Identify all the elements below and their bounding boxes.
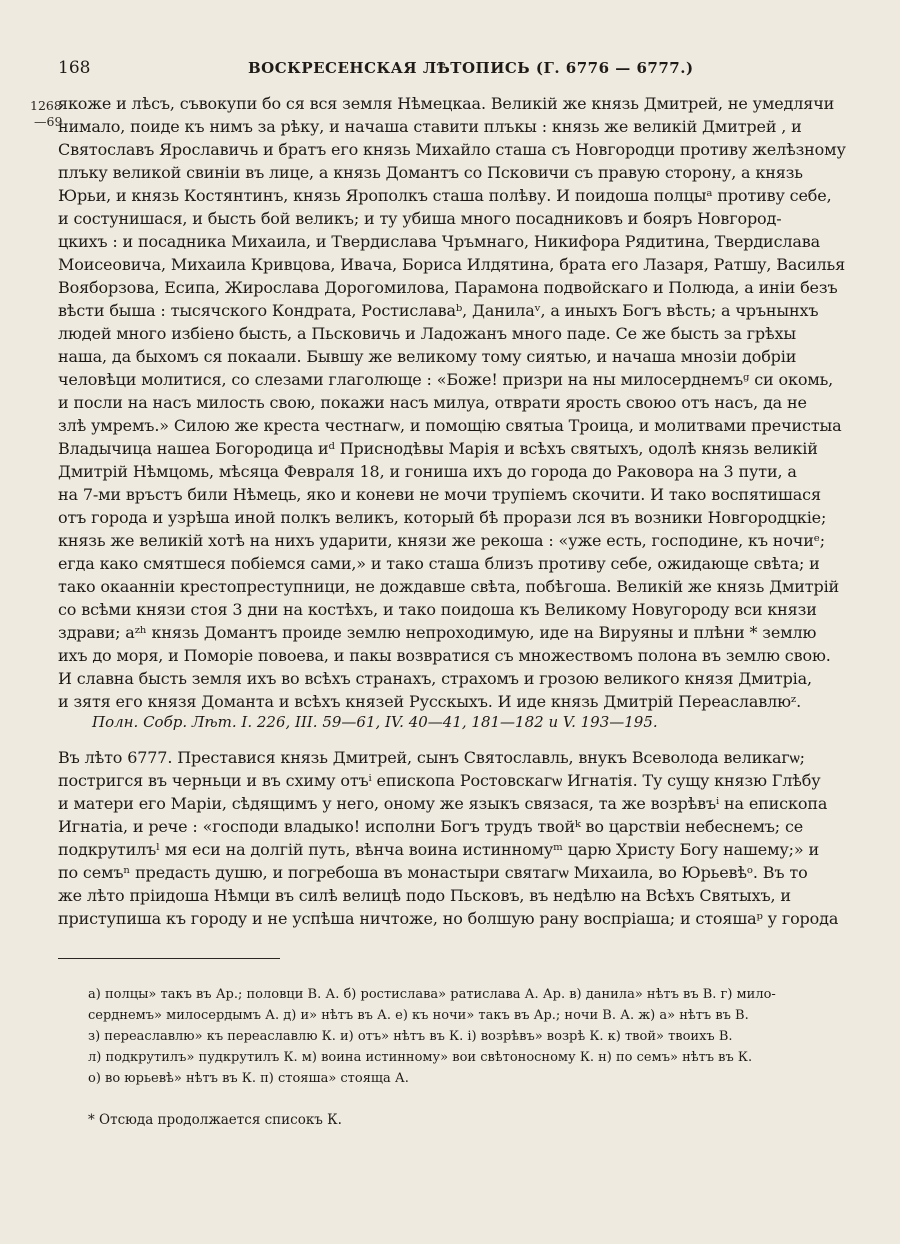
text-line: постригся въ черньци и въ схиму отъⁱ епископа Ростовскагѡ Игнатія. Ту сущу князю Глѣбу xyxy=(58,771,821,790)
footnote-line: л) подкрутилъ» пудкрутилъ К. м) воина истинному» вои свѣтоносному К. н) по семъ» нѣтъ въ К. xyxy=(88,1050,753,1065)
text-line: и зятя его князя Доманта и всѣхъ князей Русскыхъ. И иде князь Дмитрій Переаславлюᶻ. xyxy=(58,692,802,711)
text-line: и матери его Маріи, сѣдящимъ у него, оному же языкъ связася, та же возрѣвъⁱ на епископа xyxy=(58,794,828,813)
text-line: же лѣто пріидоша Нѣмци въ силѣ велицѣ подо Пьсковъ, въ недѣлю на Всѣхъ Святыхъ, и xyxy=(58,886,791,905)
text-line: тако окаанніи крестопреступници, не дождавше свѣта, побѣгоша. Великій же князь Дмитрій xyxy=(58,577,840,596)
text-line: егда како смятшеся побіемся сами,» и тако сташа близъ противу себе, ожидающе свѣта; и xyxy=(58,554,820,573)
footnote-line: з) переаславлю» къ переаславлю К. и) отъ» нѣтъ въ К. і) возрѣвъ» возрѣ К. к) твой» твоихъ В. xyxy=(88,1029,733,1044)
footnote-divider xyxy=(58,958,280,959)
text-line: и состунишася, и бысть бой великъ; и ту убиша много посадниковъ и бояръ Новгород- xyxy=(58,209,782,228)
text-line: и посли на насъ милость свою, покажи насъ милуа, отврати ярость своюо отъ насъ, да не xyxy=(58,393,807,412)
text-line: якоже и лѣсъ, съвокупи бо ся вся земля Нѣмецкаа. Великій же князь Дмитрей, не умедлячи xyxy=(58,94,835,113)
text-line: Моисеовича, Михаила Кривцова, Ивача, Бориса Илдятина, брата его Лазаря, Ратшу, Василья xyxy=(58,255,846,274)
text-line: плъку великой свиніи въ лице, а князь Домантъ со Псковичи съ правую сторону, а князь xyxy=(58,163,803,182)
text-line: по семъⁿ предасть душю, и погребоша въ монастыри святагѡ Михаила, во Юрьевѣᵒ. Въ то xyxy=(58,863,808,882)
margin-year-note: 1268 xyxy=(30,98,62,113)
text-line: Владычица нашеа Богородица иᵈ Приснодѣвы Марія и всѣхъ святыхъ, одолѣ князь великій xyxy=(58,439,818,458)
text-line: человѣци молитися, со слезами глаголюще : «Боже! призри на ны милосерднемъᵍ си окомь, xyxy=(58,370,834,389)
footnote-line: о) во юрьевѣ» нѣтъ въ К. п) стояша» стояща А. xyxy=(88,1071,409,1086)
text-line: князь же великій хотѣ на нихъ ударити, князи же рекоша : «уже есть, господине, къ ночиᵉ; xyxy=(58,531,826,550)
text-line: цкихъ : и посадника Михаила, и Твердислава Чръмнаго, Никифора Рядитина, Твердислава xyxy=(58,232,821,251)
text-line: Вояборзова, Есипа, Жирослава Дорогомилова, Парамона подвойскаго и Полюда, а иніи безъ xyxy=(58,278,838,297)
text-line: Юрьи, и князь Костянтинъ, князь Ярополкъ сташа полѣву. И поидоша полцыᵃ противу себе, xyxy=(58,186,832,205)
source-citation: Полн. Собр. Лѣт. I. 226, III. 59—61, IV. 40—41, 181—182 и V. 193—195. xyxy=(92,713,658,731)
text-line: на 7-ми връстъ били Нѣмець, яко и коневи не мочи трупіемъ скочити. И тако воспятишася xyxy=(58,485,821,504)
text-line: со всѣми князи стоя 3 дни на костѣхъ, и тако поидоша къ Великому Новугороду вси князи xyxy=(58,600,817,619)
asterisk-note: * Отсюда продолжается списокъ К. xyxy=(88,1112,342,1128)
footnote-line: а) полцы» такъ въ Ар.; половци В. А. б) ростислава» ратислава А. Ар. в) данила» нѣтъ въ В. г) мило- xyxy=(88,987,776,1002)
text-line: людей много избіено бысть, а Пьсковичь и Ладожанъ много паде. Се же бысть за грѣхы xyxy=(58,324,796,343)
text-line: злѣ умремъ.» Силою же креста честнагѡ, и помощію святыа Троица, и молитвами пречистыа xyxy=(58,416,842,435)
margin-year-note: —69 xyxy=(34,114,63,129)
footnote-line: серднемъ» милосердымъ А. д) и» нѣтъ въ А. е) къ ночи» такъ въ Ар.; ночи В. А. ж) а» нѣтъ въ В. xyxy=(88,1008,749,1023)
text-line: Дмитрій Нѣмцомь, мѣсяца Февраля 18, и гониша ихъ до города до Раковора на 3 пути, а xyxy=(58,462,797,481)
text-line: здрави; аᶻʰ князь Домантъ проиде землю непроходимую, иде на Вируяны и плѣни * землю xyxy=(58,623,817,642)
text-line: отъ города и узрѣша иной полкъ великъ, который бѣ прорази лся въ возники Новгородцкіе; xyxy=(58,508,827,527)
running-head: ВОСКРЕСЕНСКАЯ ЛѢТОПИСЬ (Г. 6776 — 6777.) xyxy=(248,59,694,77)
text-line: наша, да быхомъ ся покаали. Бывшу же великому тому сиятью, и начаша мнозіи добріи xyxy=(58,347,797,366)
text-line: вѣсти быша : тысячского Кондрата, Ростиславаᵇ, Данилаᵛ, а иныхъ Богъ вѣсть; а чрънынхъ xyxy=(58,301,819,320)
text-line: нимало, поиде къ нимъ за рѣку, и начаша ставити плъкы : князь же великій Дмитрей , и xyxy=(58,117,802,136)
text-line: Игнатіа, и рече : «господи владыко! исполни Богъ трудъ твойᵏ во царствіи небеснемъ; се xyxy=(58,817,804,836)
text-line: И славна бысть земля ихъ во всѣхъ странахъ, страхомъ и грозою великого князя Дмитріа, xyxy=(58,669,812,688)
text-line: ихъ до моря, и Поморіе повоева, и пакы возвратися съ множествомъ полона въ землю свою. xyxy=(58,646,831,665)
text-line: Въ лѣто 6777. Преставися князь Дмитрей, сынъ Святославль, внукъ Всеволода великагѡ; xyxy=(58,748,805,767)
text-line: подкрутилъˡ мя еси на долгій путь, вѣнча воина истинномуᵐ царю Христу Богу нашему;» и xyxy=(58,840,819,859)
page-header xyxy=(58,56,848,84)
text-line: приступиша къ городу и не успѣша ничтоже, но болшую рану воспріаша; и стояшаᵖ у города xyxy=(58,909,839,928)
page-number: 168 xyxy=(58,58,91,78)
text-line: Святославъ Ярославичь и братъ его князь Михайло сташа съ Новгородци противу желѣзному xyxy=(58,140,846,159)
